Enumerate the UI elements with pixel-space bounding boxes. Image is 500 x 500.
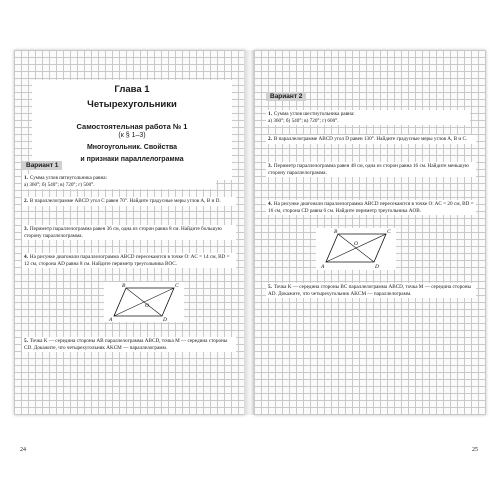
task-3	[266, 162, 476, 177]
task-text: Сумма углов пятиугольника равна:	[29, 175, 107, 181]
task-number: 1.	[24, 175, 28, 181]
label-b: B	[334, 229, 338, 235]
chapter-number: Глава 1	[114, 84, 150, 95]
label-c: C	[175, 283, 179, 289]
task-text: В параллелограмме ABCD угол D равен 130°. Найдите градусные меры углов A, B и C.	[273, 136, 468, 142]
task-number: 3.	[268, 163, 272, 169]
task-number: 5.	[268, 284, 272, 290]
task-4	[266, 200, 476, 215]
task-text: На рисунке диагонали параллелограмма ABCD пересекаются в точке O: AC = 14 см, BD = 12 см, сторона AD равна 8 см. Найдите периметр треугольника BOC.	[24, 254, 230, 267]
parallelogram-figure-right	[316, 228, 396, 270]
task-number: 2.	[24, 198, 28, 204]
task-2	[22, 197, 236, 206]
variant-1-label: Вариант 1	[22, 161, 62, 170]
task-1	[22, 174, 216, 189]
task-options: а) 360°; б) 540°; в) 720°; г) 600°.	[268, 117, 339, 124]
task-options: а) 360°; б) 540°; в) 720°; г) 500°.	[24, 181, 95, 188]
task-text: Периметр параллелограмма равен 36 см, одна из сторон равна 8 см. Найдите большую сторону параллелограмма.	[24, 226, 222, 239]
work-subtitle: (к § 1–3)	[118, 132, 146, 139]
task-text: Сумма углов шестиугольника равна:	[273, 111, 355, 117]
label-a: A	[109, 317, 113, 322]
task-number: 4.	[268, 201, 272, 207]
label-d: D	[163, 317, 167, 322]
task-number: 1.	[268, 111, 272, 117]
task-3	[22, 225, 236, 240]
task-text: Периметр параллелограмма равен 48 см, одна из сторон равна 16 см. Найдите меньшую сторону параллелограмма.	[268, 163, 469, 176]
task-number: 4.	[24, 254, 28, 260]
task-number: 3.	[24, 226, 28, 232]
left-page	[14, 50, 246, 453]
work-title: Самостоятельная работа № 1	[76, 122, 188, 131]
task-2	[266, 135, 476, 144]
task-4	[22, 253, 236, 268]
label-b: B	[122, 283, 126, 289]
theme-line-1: Многоугольник. Свойства	[86, 144, 178, 151]
right-page	[254, 50, 486, 453]
page-number-left: 24	[20, 447, 26, 453]
task-text: На рисунке диагонали параллелограмма ABCD пересекаются в точке O: AC = 20 см, BD = 16 см, сторона CD равна 6 см. Найдите периметр треугольника AOB.	[268, 201, 474, 214]
page-number-right: 25	[472, 447, 478, 453]
label-a: A	[321, 264, 325, 270]
task-number: 5.	[24, 338, 28, 344]
variant-2-label: Вариант 2	[266, 92, 306, 101]
task-text: Точка K — середина стороны BC параллелограмма ABCD, точка M — середина стороны AD. Докажите, что четырехугольник AKCM — параллелограмм.	[268, 284, 472, 297]
label-c: C	[387, 229, 391, 235]
label-o: O	[354, 241, 358, 247]
task-5	[22, 337, 236, 352]
chapter-title: Четырехугольники	[87, 99, 177, 110]
task-text: Точка K — середина стороны AB параллелограмма ABCD, точка M — середина стороны CD. Докажите, что четырехугольник AKCM — параллелограмм.	[24, 338, 228, 351]
task-number: 2.	[268, 136, 272, 142]
task-5	[266, 283, 476, 298]
theme-line-2: и признаки параллелограмма	[80, 156, 184, 163]
label-o: O	[145, 303, 149, 309]
parallelogram-figure-left	[104, 282, 184, 322]
task-text: В параллелограмме ABCD угол C равен 70°. Найдите градусные меры углов A, B и D.	[29, 198, 221, 204]
task-1	[266, 110, 470, 125]
label-d: D	[375, 264, 379, 270]
